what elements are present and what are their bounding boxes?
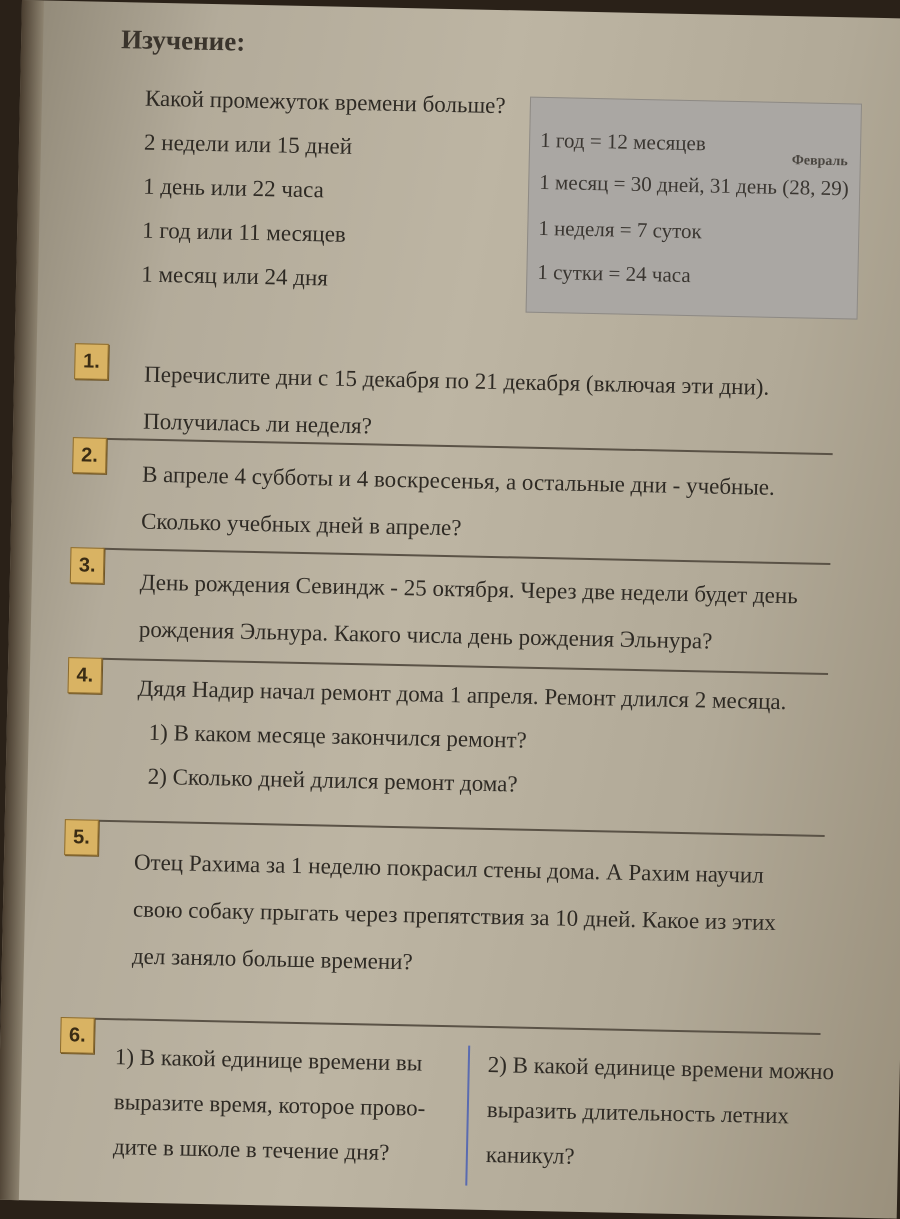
task-1 [75,343,835,439]
task-line: дите в школе в течение дня? [112,1134,390,1165]
task-line: Сколько учебных дней в апреле? [140,508,462,541]
section-heading: Изучение: [120,24,246,57]
task-text [138,559,798,667]
task-line: выразите время, которое прово- [113,1089,426,1121]
intro-pair: 1 год или 11 месяцев [141,217,347,247]
intro-pair: 2 недели или 15 дней [143,129,353,159]
task-line: Дядя Надир начал ремонт дома 1 апреля. Ремонт длился 2 месяца. [137,675,787,715]
task-6-left [113,1034,427,1175]
task-line: 1) В какой единице времени вы [114,1044,423,1076]
task-line: свою собаку прыгать через препятствия за 10 дней. Какое из этих [132,896,777,935]
task-line: выразить длительность летних [486,1096,790,1129]
task-5 [65,819,825,975]
task-line: День рождения Севиндж - 25 октября. Через две недели будет день [139,569,798,609]
task-text [141,451,776,558]
task-text [135,667,787,813]
task-line: 2) Сколько дней длился ремонт дома? [147,763,518,797]
intro-pair: 1 день или 22 часа [142,173,325,203]
intro-block [141,77,506,305]
task-line: каникул? [485,1141,575,1169]
book-spine [0,0,44,1200]
task-line: 2) В какой единице времени можно [487,1051,835,1085]
task-line: Получилась ли неделя? [142,408,373,439]
february-label: Февраль [791,153,848,170]
task-text [132,839,778,993]
task-number: 2. [72,437,107,474]
task-line: дел заняло больше времени? [131,943,413,975]
task-number: 5. [64,819,99,856]
task-6-right [485,1042,834,1184]
intro-pair: 1 месяц или 24 дня [141,261,329,291]
task-line: рождения Эльнура. Какого числа день рождения Эльнура? [138,616,713,654]
info-line: 1 месяц = 30 дней, 31 день (28, 29) [539,169,849,201]
task-number: 3. [70,547,105,584]
intro-question: Какой промежуток времени больше? [144,85,506,119]
info-line: 1 сутки = 24 часа [537,259,691,288]
task-number: 4. [67,657,102,694]
divider [93,1018,821,1035]
divider [97,820,825,837]
task-line: 1) В каком месяце закончился ремонт? [148,719,528,753]
task-number: 6. [60,1017,95,1054]
info-line: 1 год = 12 месяцев [539,127,707,156]
task-6 [61,1017,835,1169]
task-number: 1. [74,343,109,380]
column-divider [465,1046,470,1186]
task-line: Перечислите дни с 15 декабря по 21 декабря (включая эти дни). [143,361,770,400]
task-line: Отец Рахима за 1 неделю покрасил стены дома. А Рахим научил [133,849,764,888]
task-line: В апреле 4 субботы и 4 воскресенья, а остальные дни - учебные. [141,461,776,500]
time-units-box [526,97,862,320]
info-line: 1 неделя = 7 суток [538,215,702,244]
